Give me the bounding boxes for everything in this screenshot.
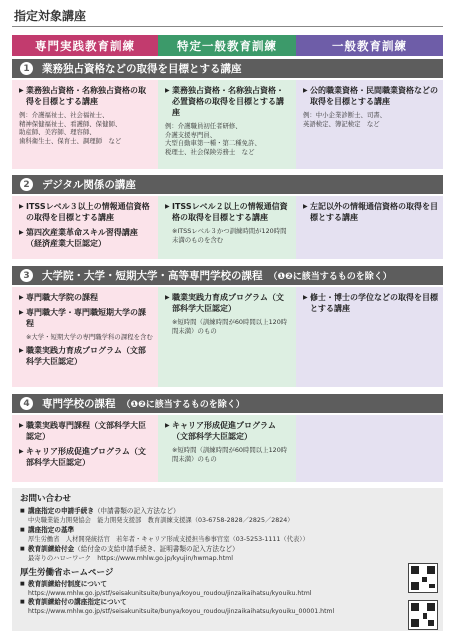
cell-s2-specific <box>158 196 296 259</box>
course-example: 例：介護福祉士、社会福祉士、 精神保健福祉士、看護師、保健師、 助産師、美容師、理容師、 歯科衛生士、保育士、調理師 など <box>19 111 122 145</box>
website-title: 厚生労働省ホームページ <box>20 568 114 578</box>
section-title: 大学院・大学・短期大学・高等専門学校の課程 <box>42 270 263 282</box>
course-example: 例：介護職員初任者研修、 介護支援専門員、 大型自動車第一種・第二種免許、 税理士、社会保険労務士 など <box>165 122 261 156</box>
course-item: ▶ キャリア形成促進プログラム（文部科学大臣認定） <box>165 420 291 442</box>
course-item: ▶ 職業実践力育成プログラム（文部科学大臣認定） <box>19 345 153 367</box>
cell-s1-specific <box>158 80 296 169</box>
column-header-general: 一般教育訓練 <box>296 35 443 56</box>
website-link-url[interactable]: https://www.mhlw.go.jp/stf/seisakunitsuite/bunya/koyou_roudou/jinzaikaihatsu/kyouiku.html <box>28 590 312 597</box>
section-note: （❶❷に該当するものを除く） <box>268 272 392 282</box>
section-number: 2 <box>20 178 33 191</box>
cell-s3-specific <box>158 287 296 387</box>
section-number: 1 <box>20 62 33 75</box>
cell-s1-professional <box>12 80 158 169</box>
column-header-specific-general: 特定一般教育訓練 <box>158 35 296 56</box>
course-item: ▶ 専門職大学院の課程 <box>19 292 153 303</box>
website-link-url[interactable]: https://www.mhlw.go.jp/stf/seisakunitsuite/bunya/koyou_roudou/jinzaikaihatsu/kyouiku_00001.html <box>28 608 335 615</box>
column-header-professional: 専門実践教育訓練 <box>12 35 158 56</box>
course-item: ▶ 第四次産業革命スキル習得講座（経済産業大臣認定） <box>19 227 153 249</box>
cell-s1-general <box>296 80 443 169</box>
inquiry-entry-body: 厚生労働省 人材開発統括官 若年者・キャリア形成支援担当参事官室（03-5253-1111（代表）） <box>28 536 309 543</box>
inquiry-entry-head: ■ 講座指定の基準 <box>20 526 435 535</box>
course-item: ▶ キャリア形成促進プログラム（文部科学大臣認定） <box>19 446 153 468</box>
course-item: ▶ 職業実践専門課程（文部科学大臣認定） <box>19 420 153 442</box>
course-note: ※大学・短期大学の専門職学科の課程を含む <box>26 333 153 341</box>
section-bar-3 <box>12 266 443 285</box>
course-note: ※ITSSレベル３かつ訓練時間が120時間未満のものを含む <box>172 227 287 244</box>
section-bar-2 <box>12 175 443 194</box>
cell-s2-professional <box>12 196 158 259</box>
website-link-head: ■ 教育訓練給付の講座指定について <box>20 598 435 607</box>
cell-s4-general <box>296 415 443 482</box>
course-item: ▶ 業務独占資格・名称独占資格・必置資格の取得を目標とする講座 <box>165 85 291 118</box>
page-title: 指定対象講座 <box>14 9 87 23</box>
course-item: ▶ 職業実践力育成プログラム（文部科学大臣認定） <box>165 292 291 314</box>
section-note: （❶❷に該当するものを除く） <box>121 400 245 410</box>
section-title: 専門学校の課程 <box>42 398 116 410</box>
course-item: ▶ 公的職業資格・民間職業資格などの取得を目標とする講座 <box>303 85 438 107</box>
inquiry-box <box>12 488 443 631</box>
course-item: ▶ 修士・博士の学位などの取得を目標とする講座 <box>303 292 438 314</box>
inquiry-entry-body: 中央職業能力開発協会 能力開発支援部 教育訓練支援課（03-6758-2828／2825／2824） <box>28 517 294 524</box>
cell-s4-specific <box>158 415 296 482</box>
course-example: 例：中小企業診断士、司書、 英語検定、簿記検定 など <box>303 111 387 128</box>
cell-s2-general <box>296 196 443 259</box>
cell-s3-professional <box>12 287 158 387</box>
section-bar-4 <box>12 394 443 413</box>
website-link-head: ■ 教育訓練給付制度について <box>20 580 435 589</box>
section-number: 3 <box>20 269 33 282</box>
section-bar-1 <box>12 59 443 78</box>
course-item: ▶ 専門職大学・専門職短期大学の課程 <box>19 307 153 329</box>
inquiry-entry-body[interactable]: 最寄りのハローワーク https://www.mhlw.go.jp/kyujin/hwmap.html <box>28 555 233 562</box>
inquiry-entry-head: ■ 教育訓練給付金（給付金の支給申請手続き、証明書類の記入方法など） <box>20 545 435 554</box>
course-item: ▶ ITSSレベル２以上の情報通信資格の取得を目標とする講座 <box>165 201 291 223</box>
section-number: 4 <box>20 397 33 410</box>
title-rule <box>12 26 443 27</box>
cell-s4-professional <box>12 415 158 482</box>
course-item: ▶ ITSSレベル３以上の情報通信資格の取得を目標とする講座 <box>19 201 153 223</box>
inquiry-entry-head: ■ 講座指定の申請手続き（申請書類の記入方法など） <box>20 507 435 516</box>
course-note: ※短時間（訓練時間が60時間以上120時間未満）のもの <box>172 318 288 335</box>
section-title: デジタル関係の講座 <box>42 179 136 191</box>
course-item: ▶ 業務独占資格・名称独占資格の取得を目標とする講座 <box>19 85 153 107</box>
qr-code-icon[interactable] <box>408 600 438 630</box>
section-title: 業務独占資格などの取得を目標とする講座 <box>42 63 242 75</box>
course-item: ▶ 左記以外の情報通信資格の取得を目標とする講座 <box>303 201 438 223</box>
course-note: ※短時間（訓練時間が60時間以上120時間未満）のもの <box>172 446 288 463</box>
qr-code-icon[interactable] <box>408 563 438 593</box>
inquiry-title: お問い合わせ <box>20 494 72 504</box>
cell-s3-general <box>296 287 443 387</box>
